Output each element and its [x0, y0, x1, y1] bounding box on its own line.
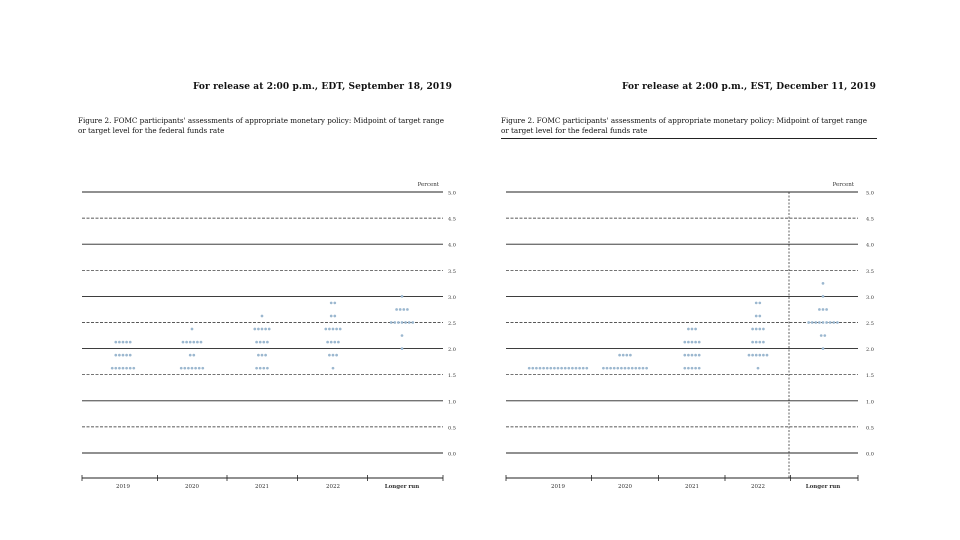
- participant-dot: [560, 367, 563, 370]
- y-tick-label: 4.0: [448, 242, 456, 249]
- participant-dot: [132, 367, 135, 370]
- y-tick-label: 3.5: [866, 268, 874, 275]
- caption-line-1: Figure 2. FOMC participants' assessments of appropriate monetary policy: Midpoint of target range: [501, 116, 867, 125]
- participant-dot: [200, 341, 203, 344]
- participant-dot: [698, 354, 701, 357]
- participant-dot: [683, 367, 686, 370]
- participant-dot: [335, 328, 338, 331]
- y-tick-label: 2.5: [448, 321, 456, 327]
- participant-dot: [395, 308, 398, 311]
- participant-dot: [192, 341, 195, 344]
- participant-dot: [332, 328, 335, 331]
- participant-dot: [825, 321, 828, 324]
- participant-dot: [324, 328, 327, 331]
- participant-dot: [820, 334, 823, 337]
- participant-dot: [333, 302, 336, 305]
- participant-dot: [627, 367, 630, 370]
- participant-dot: [393, 321, 396, 324]
- participant-dot: [751, 354, 754, 357]
- participant-dot: [122, 367, 125, 370]
- participant-dot: [687, 341, 690, 344]
- participant-dot: [180, 367, 183, 370]
- participant-dot: [687, 328, 690, 331]
- participant-dot: [694, 328, 697, 331]
- y-tick-label: 1.0: [448, 399, 456, 406]
- participant-dot: [408, 321, 411, 324]
- participant-dot: [691, 367, 694, 370]
- y-tick-label: 4.5: [448, 216, 456, 223]
- participant-dot: [535, 367, 538, 370]
- participant-dot: [642, 367, 645, 370]
- participant-dot: [528, 367, 531, 370]
- participant-dot: [201, 367, 204, 370]
- participant-dot: [825, 308, 828, 311]
- participant-dot: [330, 302, 333, 305]
- participant-dot: [259, 367, 262, 370]
- participant-dot: [255, 341, 258, 344]
- participant-dot: [125, 341, 128, 344]
- participant-dot: [333, 315, 336, 318]
- release-line: For release at 2:00 p.m., EST, December 11, 2019: [622, 82, 876, 92]
- dot-plot-december-2019: [480, 0, 960, 540]
- release-line: For release at 2:00 p.m., EDT, September 18, 2019: [192, 82, 452, 92]
- participant-dot: [125, 367, 128, 370]
- participant-dot: [622, 354, 625, 357]
- participant-dot: [634, 367, 637, 370]
- participant-dot: [257, 328, 260, 331]
- participant-dot: [114, 354, 117, 357]
- participant-dot: [758, 328, 761, 331]
- participant-dot: [836, 321, 839, 324]
- participant-dot: [129, 367, 132, 370]
- participant-dot: [337, 341, 340, 344]
- participant-dot: [751, 341, 754, 344]
- participant-dot: [822, 295, 825, 298]
- participant-dot: [335, 354, 338, 357]
- y-tick-label: 5.0: [448, 190, 456, 197]
- y-tick-label: 0.5: [448, 425, 456, 432]
- participant-dot: [332, 354, 335, 357]
- participant-dot: [118, 354, 121, 357]
- y-tick-label: 1.5: [866, 373, 874, 380]
- x-category-label: 2021: [255, 484, 269, 490]
- participant-dot: [261, 315, 264, 318]
- participant-dot: [187, 367, 190, 370]
- participant-dot: [330, 341, 333, 344]
- x-category-label: 2020: [618, 484, 632, 490]
- participant-dot: [264, 354, 267, 357]
- participant-dot: [401, 321, 404, 324]
- participant-dot: [114, 367, 117, 370]
- participant-dot: [411, 321, 414, 324]
- participant-dot: [575, 367, 578, 370]
- participant-dot: [829, 321, 832, 324]
- participant-dot: [578, 367, 581, 370]
- participant-dot: [814, 321, 817, 324]
- participant-dot: [822, 321, 825, 324]
- participant-dot: [687, 354, 690, 357]
- participant-dot: [758, 302, 761, 305]
- participant-dot: [399, 308, 402, 311]
- participant-dot: [755, 315, 758, 318]
- participant-dot: [694, 341, 697, 344]
- x-category-label: 2019: [551, 484, 565, 490]
- y-tick-label: 0.0: [448, 451, 456, 458]
- participant-dot: [183, 367, 186, 370]
- participant-dot: [571, 367, 574, 370]
- participant-dot: [629, 354, 632, 357]
- participant-dot: [807, 321, 810, 324]
- participant-dot: [401, 295, 404, 298]
- participant-dot: [531, 367, 534, 370]
- participant-dot: [618, 354, 621, 357]
- participant-dot: [539, 367, 542, 370]
- participant-dot: [546, 367, 549, 370]
- x-category-label: 2019: [116, 484, 130, 490]
- participant-dot: [262, 367, 265, 370]
- participant-dot: [261, 328, 264, 331]
- participant-dot: [268, 328, 271, 331]
- participant-dot: [625, 354, 628, 357]
- participant-dot: [264, 328, 267, 331]
- participant-dot: [261, 354, 264, 357]
- y-axis-label: Percent: [832, 182, 854, 188]
- chart-panel-december-2019: [480, 0, 960, 540]
- x-category-label: Longer run: [805, 484, 841, 490]
- participant-dot: [606, 367, 609, 370]
- x-category-label: 2021: [685, 484, 699, 490]
- participant-dot: [616, 367, 619, 370]
- participant-dot: [557, 367, 560, 370]
- participant-dot: [328, 328, 331, 331]
- y-tick-label: 4.0: [866, 242, 874, 249]
- participant-dot: [822, 347, 825, 350]
- participant-dot: [687, 367, 690, 370]
- participant-dot: [542, 367, 545, 370]
- participant-dot: [758, 315, 761, 318]
- participant-dot: [196, 341, 199, 344]
- participant-dot: [111, 367, 114, 370]
- participant-dot: [564, 367, 567, 370]
- participant-dot: [125, 354, 128, 357]
- participant-dot: [620, 367, 623, 370]
- participant-dot: [762, 341, 765, 344]
- participant-dot: [832, 321, 835, 324]
- participant-dot: [266, 341, 269, 344]
- y-tick-label: 3.0: [866, 294, 874, 301]
- participant-dot: [691, 341, 694, 344]
- participant-dot: [118, 367, 121, 370]
- participant-dot: [823, 334, 826, 337]
- y-tick-label: 0.0: [866, 451, 874, 458]
- participant-dot: [194, 367, 197, 370]
- participant-dot: [390, 321, 393, 324]
- participant-dot: [691, 328, 694, 331]
- participant-dot: [762, 354, 765, 357]
- participant-dot: [332, 367, 335, 370]
- participant-dot: [755, 302, 758, 305]
- participant-dot: [698, 341, 701, 344]
- participant-dot: [582, 367, 585, 370]
- participant-dot: [602, 367, 605, 370]
- y-tick-label: 1.0: [866, 399, 874, 406]
- participant-dot: [326, 341, 329, 344]
- participant-dot: [755, 328, 758, 331]
- participant-dot: [755, 354, 758, 357]
- y-tick-label: 2.0: [448, 347, 456, 354]
- participant-dot: [691, 354, 694, 357]
- participant-dot: [553, 367, 556, 370]
- participant-dot: [683, 341, 686, 344]
- x-category-label: 2022: [751, 484, 765, 490]
- participant-dot: [191, 367, 194, 370]
- participant-dot: [751, 328, 754, 331]
- participant-dot: [255, 367, 258, 370]
- participant-dot: [198, 367, 201, 370]
- participant-dot: [401, 334, 404, 337]
- participant-dot: [631, 367, 634, 370]
- participant-dot: [402, 308, 405, 311]
- participant-dot: [129, 341, 132, 344]
- participant-dot: [185, 341, 188, 344]
- participant-dot: [694, 367, 697, 370]
- participant-dot: [818, 308, 821, 311]
- participant-dot: [698, 367, 701, 370]
- y-axis-label: Percent: [417, 182, 439, 188]
- participant-dot: [758, 354, 761, 357]
- participant-dot: [191, 328, 194, 331]
- participant-dot: [567, 367, 570, 370]
- participant-dot: [330, 315, 333, 318]
- participant-dot: [613, 367, 616, 370]
- participant-dot: [253, 328, 256, 331]
- participant-dot: [694, 354, 697, 357]
- participant-dot: [758, 341, 761, 344]
- y-tick-label: 4.5: [866, 216, 874, 223]
- y-tick-label: 3.0: [448, 294, 456, 301]
- participant-dot: [822, 282, 825, 285]
- participant-dot: [192, 354, 195, 357]
- participant-dot: [397, 321, 400, 324]
- participant-dot: [189, 341, 192, 344]
- participant-dot: [257, 354, 260, 357]
- y-tick-label: 3.5: [448, 268, 456, 275]
- participant-dot: [333, 341, 336, 344]
- participant-dot: [339, 328, 342, 331]
- participant-dot: [259, 341, 262, 344]
- participant-dot: [262, 341, 265, 344]
- participant-dot: [401, 347, 404, 350]
- caption-line-2: or target level for the federal funds rate: [78, 126, 225, 135]
- y-tick-label: 5.0: [866, 190, 874, 197]
- participant-dot: [766, 354, 769, 357]
- participant-dot: [549, 367, 552, 370]
- x-category-label: 2020: [185, 484, 199, 490]
- participant-dot: [683, 354, 686, 357]
- participant-dot: [762, 328, 765, 331]
- participant-dot: [609, 367, 612, 370]
- participant-dot: [645, 367, 648, 370]
- participant-dot: [114, 341, 117, 344]
- participant-dot: [822, 308, 825, 311]
- participant-dot: [585, 367, 588, 370]
- y-tick-label: 0.5: [866, 425, 874, 432]
- y-tick-label: 2.5: [866, 321, 874, 327]
- participant-dot: [328, 354, 331, 357]
- participant-dot: [818, 321, 821, 324]
- participant-dot: [811, 321, 814, 324]
- x-category-label: Longer run: [384, 484, 420, 490]
- participant-dot: [189, 354, 192, 357]
- participant-dot: [757, 367, 760, 370]
- participant-dot: [638, 367, 641, 370]
- participant-dot: [122, 354, 125, 357]
- participant-dot: [406, 308, 409, 311]
- participant-dot: [624, 367, 627, 370]
- participant-dot: [748, 354, 751, 357]
- participant-dot: [266, 367, 269, 370]
- y-tick-label: 2.0: [866, 347, 874, 354]
- participant-dot: [122, 341, 125, 344]
- caption-line-1: Figure 2. FOMC participants' assessments of appropriate monetary policy: Midpoint of target range: [78, 116, 444, 125]
- participant-dot: [755, 341, 758, 344]
- participant-dot: [404, 321, 407, 324]
- participant-dot: [129, 354, 132, 357]
- participant-dot: [118, 341, 121, 344]
- x-category-label: 2022: [326, 484, 340, 490]
- y-tick-label: 1.5: [448, 373, 456, 380]
- participant-dot: [182, 341, 185, 344]
- caption-line-2: or target level for the federal funds rate: [501, 126, 648, 135]
